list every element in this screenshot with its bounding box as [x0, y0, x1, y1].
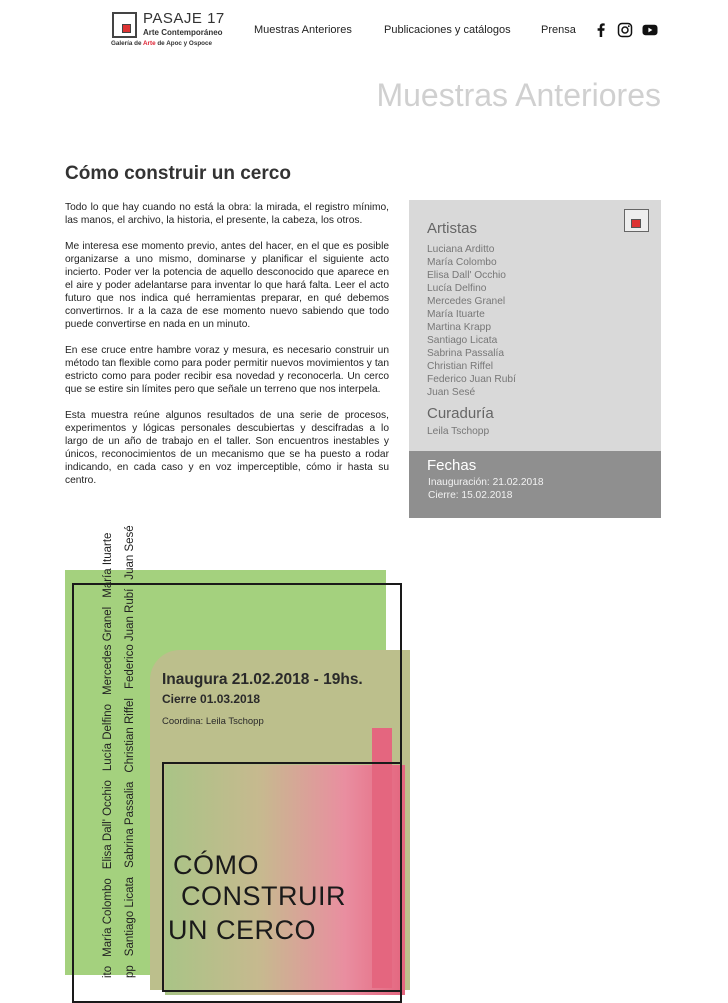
poster-title-line: UN CERCO [168, 915, 317, 945]
site-logo[interactable] [111, 11, 237, 51]
artist-item: Christian Riffel [427, 361, 494, 372]
exhibition-description [65, 201, 389, 500]
logo-tagline: Galería de Arte de Apoc y Ospoce [111, 40, 213, 47]
youtube-icon[interactable] [642, 22, 658, 38]
nav-publicaciones[interactable]: Publicaciones y catálogos [384, 24, 511, 36]
nav-muestras-anteriores[interactable]: Muestras Anteriores [254, 24, 352, 36]
dates-heading: Fechas [427, 457, 477, 474]
curator-name: Leila Tschopp [427, 426, 490, 437]
artist-item: Santiago Licata [427, 335, 498, 346]
artist-item: Sabrina Passalía [427, 348, 505, 359]
artist-item: María Colombo [427, 257, 497, 268]
exhibition-poster [65, 525, 386, 978]
dates-panel [409, 451, 661, 518]
paragraph: En ese cruce entre hambre voraz y mesura, es necesario construir un método tan flexible como para poder permitir nuevos movimientos y tan estricto como para poder recibir esa novedad y reconocerla. Un cerco que se estire sin límites pero que señale un terreno que nos interpela. [65, 345, 389, 395]
artist-item: Juan Sesé [427, 387, 476, 398]
artist-item: Federico Juan Rubí [427, 374, 516, 385]
poster-title-line: CÓMO [173, 850, 259, 880]
artist-item: Elisa Dall' Occhio [427, 270, 506, 281]
artist-list [427, 243, 516, 399]
poster-title-line: CONSTRUIR [181, 881, 346, 911]
paragraph: Esta muestra reúne algunos resultados de una serie de procesos, experimentos y lógicas personales descubiertas y descifradas a lo largo de un año de trabajo en el taller. Son encuentros inestables y únicos, reconocimientos de un mecanismo que se ha puesto a rodar indicando, en cada caso y en voz imperceptible, cómo ir hasta su centro. [65, 410, 389, 486]
artist-item: Mercedes Granel [427, 296, 506, 307]
logo-mark-icon [112, 12, 137, 38]
poster-artist-names-col1: itoMaría ColomboElisa Dall' OcchioLucía DelfinoMercedes GranelMaría Ituarte [102, 532, 114, 978]
paragraph: Todo lo que hay cuando no está la obra: la mirada, el registro mínimo, las manos, el archivo, la historia, el presente, la cabeza, los otros. [65, 202, 389, 226]
paragraph: Me interesa ese momento previo, antes del hacer, en el que es posible organizarse a uno mismo, dominarse y planificar el siguiente acto incierto. Poder ver la potencia de aquello desconocido que aparece en el aire y poder adelantarse para inventar lo que hará falta. Leer el acto futuro que nos indica qué herramientas preparar, en qué debemos convertirnos. Ir a la caza de ese momento nuevo sabiendo que todo puede convertirse en nada en un minuto. [65, 241, 389, 330]
logo-title: PASAJE 17 [143, 10, 225, 27]
artist-item: Lucía Delfino [427, 283, 487, 294]
gallery-logo-icon [624, 209, 649, 232]
poster-coordinator: Coordina: Leila Tschopp [162, 716, 264, 727]
opening-date: Inauguración: 21.02.2018 [428, 477, 544, 488]
curator-heading: Curaduría [427, 405, 494, 422]
poster-closing: Cierre 01.03.2018 [162, 692, 261, 706]
closing-date: Cierre: 15.02.2018 [428, 490, 513, 501]
exhibition-title: Cómo construir un cerco [65, 163, 291, 184]
instagram-icon[interactable] [617, 22, 633, 38]
exhibition-info-panel [409, 200, 661, 451]
facebook-icon[interactable] [593, 22, 609, 38]
artists-heading: Artistas [427, 220, 478, 237]
artist-item: María Ituarte [427, 309, 485, 320]
artist-item: Martina Krapp [427, 322, 491, 333]
logo-subtitle: Arte Contemporáneo [143, 28, 223, 37]
page-hero-title: Muestras Anteriores [376, 77, 661, 113]
nav-prensa[interactable]: Prensa [541, 24, 576, 36]
poster-opening: Inaugura 21.02.2018 - 19hs. [162, 671, 363, 688]
poster-artist-names-col2: ppSantiago LicataSabrina PassaliaChristian RiffelFederico Juan RubíJuan Sesé [124, 525, 136, 978]
artist-item: Luciana Arditto [427, 244, 495, 255]
